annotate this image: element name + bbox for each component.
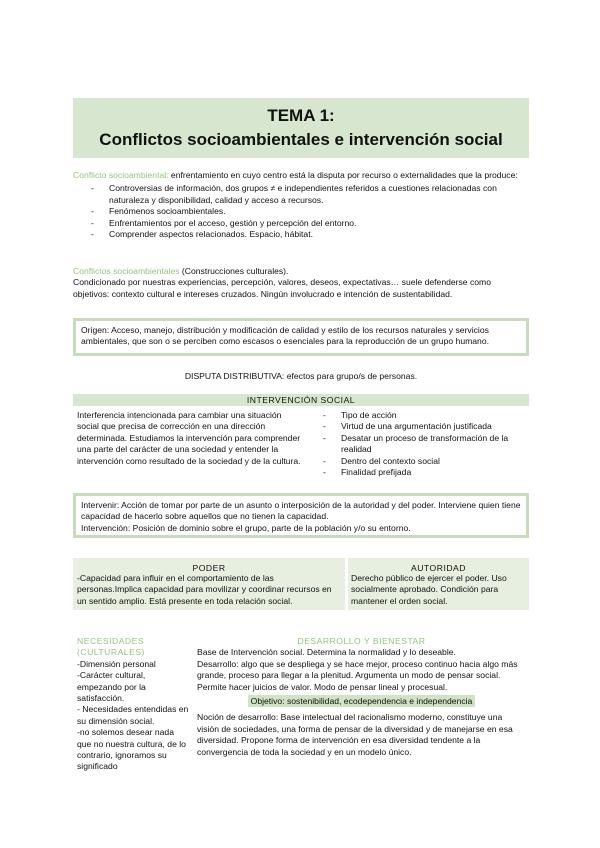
objetivo-row	[197, 696, 526, 707]
conflicto-def-text: enfrentamiento en cuyo centro está la disputa por recurso o externalidades que la produce:	[168, 170, 518, 180]
conflictos-socio-heading	[73, 266, 528, 277]
autoridad-box	[348, 558, 529, 610]
list-item: - Controversias de información, dos grupos ≠ e independientes referidos a cuestiones relacionadas con naturaleza y disponibilidad, calidad y acceso a recursos.	[91, 183, 528, 206]
origen-box	[73, 318, 529, 356]
conflictos-socio-paren: (Construcciones culturales).	[179, 266, 289, 276]
desarrollo-column	[197, 636, 526, 758]
intervencion-header: INTERVENCIÓN SOCIAL	[73, 394, 529, 406]
list-item: - Dentro del contexto social	[323, 456, 526, 467]
title-line-2: Conflictos socioambientales e intervención social	[99, 130, 503, 149]
list-item: - Necesidades entendidas en su dimensión social.	[77, 704, 189, 726]
disputa-distributiva: DISPUTA DISTRIBUTIVA: efectos para grupo/s de personas.	[184, 371, 418, 381]
intervencion-left-text: Interferencia intencionada para cambiar una situación social que precisa de corrección en una dirección determinada. Estudiamos la intervención para comprender una parte del carácter de una sociedad y entender la intervención como resultado de la sociedad y de la cultura.	[77, 410, 301, 466]
intervenir-definition: Intervenir: Acción de tomar por parte de un asunto o interposición de la autoridad y del poder. Interviene quien tiene capacidad de hacerlo sobre aquellos que no tienen la capacidad.	[81, 500, 521, 522]
desarrollo-header: DESARROLLO Y BIENESTAR	[297, 636, 426, 646]
title-line-1: TEMA 1:	[267, 106, 335, 125]
desarrollo-definition: Desarrollo: algo que se despliega y se hace mejor, proceso continuo hacia algo más grande, proceso para llegar a la plenitud. Argumenta un modo de pensar social. Permite hacer juicios de valor. Modo de pensar lineal y procesual.	[197, 658, 518, 692]
list-item: - Virtud de una argumentación justificada	[323, 421, 526, 432]
conflicto-term: Conflicto socioambiental:	[73, 170, 169, 180]
conflictos-socio-text: Condicionado por nuestras experiencias, percepción, valores, deseos, expectativas… suele defenderse como objetivos: contexto cultural e intereses cruzados. Ningún involucrado e intención de sustentabilidad.	[73, 277, 491, 299]
poder-text: -Capacidad para influir en el comportamiento de las personas.Implica capacidad para movilizar y coordinar recursos en un sentido amplio. Está presente en toda relación social.	[77, 573, 332, 606]
conflictos-socio-term: Conflictos socioambientales	[73, 266, 180, 276]
conflicto-bullet-list	[91, 183, 528, 240]
conflicto-definition	[73, 170, 528, 181]
necesidades-column	[77, 636, 189, 773]
autoridad-header: AUTORIDAD	[411, 563, 466, 573]
nocion-desarrollo-text: Noción de desarrollo: Base intelectual del racionalismo moderno, constituye una visión de sociedades, una forma de pensar de la diversidad y de manejarse en esa diversidad. Propone forma de intervención en esa diversidad tendente a la convergencia de toda la sociedad y en un modelo único.	[197, 712, 513, 757]
intervencion-definition: Intervención: Posición de dominio sobre el grupo, parte de la población y/o su entorno.	[81, 522, 411, 533]
list-item: -no solemos desear nada que no nuestra cultura, de lo contrario, ignoramos su significado	[77, 727, 186, 772]
conflictos-socio-section	[73, 266, 528, 300]
origen-text: Origen: Acceso, manejo, distribución y modificación de calidad y estilo de los recursos naturales y servicios ambientales, que son o se perciben como escasos o esenciales para la reproducción de un grupo humano.	[81, 325, 489, 347]
conflicto-section	[73, 170, 528, 240]
list-item: -Dimensión personal	[77, 658, 156, 669]
list-item: - Tipo de acción	[323, 410, 526, 421]
list-item: -Carácter cultural, empezando por la satisfacción.	[77, 670, 146, 704]
title-band	[73, 98, 529, 158]
list-item: - Desatar un proceso de transformación de la realidad	[323, 433, 526, 456]
list-item: - Enfrentamientos por el acceso, gestión y percepción del entorno.	[91, 218, 528, 229]
intervenir-box	[73, 493, 529, 538]
necesidades-header: NECESIDADES (CULTURALES)	[77, 636, 145, 658]
list-item: - Comprender aspectos relacionados. Espacio, hábitat.	[91, 229, 528, 240]
desarrollo-base-text: Base de Intervención social. Determina la normalidad y lo deseable.	[197, 647, 456, 658]
autoridad-text: Derecho público de ejercer el poder. Uso socialmente aprobado. Condición para mantener el orden social.	[351, 573, 507, 606]
objetivo-highlight: Objetivo: sostenibilidad, ecodependencia e independencia	[248, 695, 476, 707]
list-item: - Finalidad prefijada	[323, 467, 526, 478]
poder-box	[73, 558, 345, 610]
list-item: - Fenómenos socioambientales.	[91, 206, 528, 217]
poder-header: PODER	[192, 563, 226, 573]
intervencion-right-list	[323, 410, 526, 478]
